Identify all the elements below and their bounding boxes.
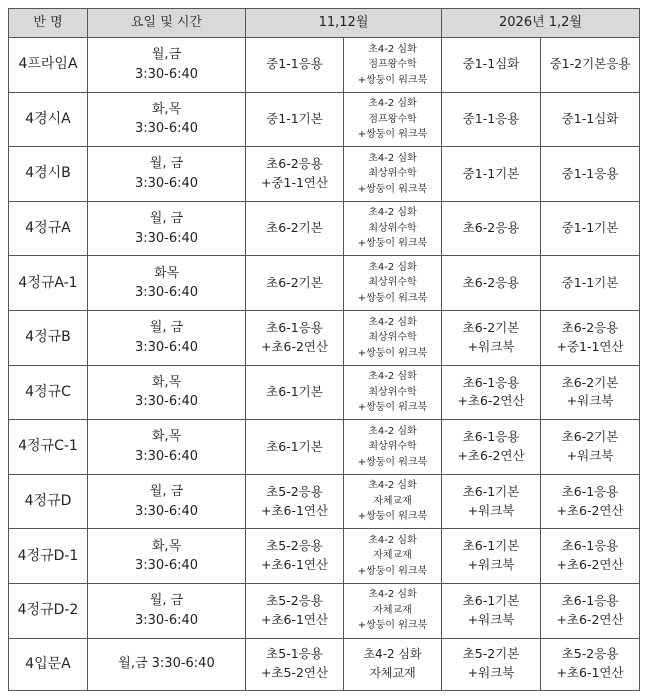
table-row (9, 310, 640, 365)
nov-dec-course-2-line: 자체교재 (373, 495, 412, 507)
nov-dec-course-2-line: 최상위수학 (368, 441, 417, 453)
nov-dec-course-2 (344, 365, 442, 420)
nov-dec-course-2-line: 초4-2 심화 (368, 371, 417, 383)
nov-dec-course-2-line: 초4-2 심화 (368, 425, 417, 437)
jan-feb-course-1 (442, 147, 541, 202)
jan-feb-course-2 (541, 529, 640, 584)
jan-feb-course-2-line: +초6-2연산 (556, 557, 624, 573)
nov-dec-course-2-line: +쌍둥이 워크북 (357, 347, 428, 359)
nov-dec-course-2-line: +쌍둥이 워크북 (357, 620, 428, 632)
jan-feb-course-2-line: +워크북 (566, 393, 614, 409)
jan-feb-course-1 (442, 529, 541, 584)
jan-feb-course-2 (541, 474, 640, 529)
time-cell-line: 3:30-6:40 (134, 285, 199, 301)
nov-dec-course-2-line: 점프왕수학 (368, 113, 417, 125)
class-name-cell: 4정규C-1 (9, 420, 88, 475)
nov-dec-course-2-line: +쌍둥이 워크북 (357, 511, 428, 523)
jan-feb-course-1-line: +초6-2연산 (457, 447, 525, 463)
time-cell-line: 3:30-6:40 (134, 66, 199, 82)
nov-dec-course-1-line: +초6-2연산 (260, 338, 329, 354)
table-row (9, 638, 640, 690)
nov-dec-course-1 (246, 583, 344, 638)
jan-feb-course-2-line: +초6-1연산 (556, 665, 624, 681)
nov-dec-course-2 (344, 529, 442, 584)
jan-feb-course-1 (442, 583, 541, 638)
jan-feb-course-1-line: 중1-1심화 (462, 56, 520, 72)
header-class: 반 명 (9, 9, 88, 38)
time-cell-line: 3:30-6:40 (134, 230, 199, 246)
time-cell-line: 화,목 (151, 374, 182, 390)
schedule-table (8, 8, 640, 691)
time-cell (88, 147, 246, 202)
nov-dec-course-1-line: 초5-2응용 (266, 592, 323, 608)
jan-feb-course-2-line: +워크북 (566, 447, 614, 463)
nov-dec-course-2 (344, 147, 442, 202)
nov-dec-course-2-line: 초4-2 심화 (368, 589, 417, 601)
nov-dec-course-1 (246, 256, 344, 311)
jan-feb-course-2 (541, 365, 640, 420)
class-name-cell: 4경시A (9, 92, 88, 147)
nov-dec-course-1-line: +초6-1연산 (260, 557, 329, 573)
time-cell (88, 38, 246, 93)
nov-dec-course-2-line: 최상위수학 (368, 332, 417, 344)
nov-dec-course-1 (246, 638, 344, 690)
jan-feb-course-1-line: +워크북 (467, 665, 515, 681)
nov-dec-course-1-line: 초5-2응용 (266, 483, 323, 499)
nov-dec-course-2-line: 최상위수학 (368, 386, 417, 398)
class-name-cell: 4정규D-1 (9, 529, 88, 584)
nov-dec-course-2 (344, 310, 442, 365)
time-cell (88, 474, 246, 529)
time-cell-line: 3:30-6:40 (134, 121, 199, 137)
jan-feb-course-1-line: 초6-2응용 (462, 274, 520, 290)
nov-dec-course-2-line: +쌍둥이 워크북 (357, 238, 428, 250)
jan-feb-course-1 (442, 474, 541, 529)
jan-feb-course-2 (541, 201, 640, 256)
class-name-cell: 4정규D-2 (9, 583, 88, 638)
table-row (9, 474, 640, 529)
time-cell (88, 365, 246, 420)
time-cell (88, 310, 246, 365)
nov-dec-course-1-line: 초6-1기본 (266, 383, 323, 399)
time-cell (88, 638, 246, 690)
jan-feb-course-2-line: 중1-1기본 (561, 274, 619, 290)
jan-feb-course-2-line: 중1-1응용 (561, 165, 619, 181)
header-time: 요일 및 시간 (88, 9, 246, 38)
nov-dec-course-1-line: 초5-2응용 (266, 538, 323, 554)
nov-dec-course-2 (344, 583, 442, 638)
jan-feb-course-2 (541, 310, 640, 365)
time-cell-line: 3:30-6:40 (134, 339, 199, 355)
jan-feb-course-1-line: 중1-1응용 (462, 111, 520, 127)
class-name-cell: 4정규C (9, 365, 88, 420)
header-row (9, 9, 640, 38)
time-cell-line: 화목 (153, 265, 180, 281)
nov-dec-course-1 (246, 474, 344, 529)
class-name-cell: 4정규D (9, 474, 88, 529)
nov-dec-course-1 (246, 201, 344, 256)
nov-dec-course-1 (246, 365, 344, 420)
nov-dec-course-2-line: +쌍둥이 워크북 (357, 129, 428, 141)
jan-feb-course-2-line: +초6-2연산 (556, 502, 624, 518)
class-name-cell: 4정규B (9, 310, 88, 365)
nov-dec-course-1-line: 중1-1응용 (266, 56, 323, 72)
jan-feb-course-2 (541, 38, 640, 93)
time-cell-line: 3:30-6:40 (134, 175, 199, 191)
class-name-cell: 4경시B (9, 147, 88, 202)
jan-feb-course-2-line: 초6-2기본 (561, 374, 619, 390)
nov-dec-course-1-line: 초6-1기본 (266, 438, 323, 454)
nov-dec-course-2-line: 최상위수학 (368, 277, 417, 289)
nov-dec-course-1 (246, 38, 344, 93)
jan-feb-course-2-line: 초6-1응용 (561, 538, 619, 554)
jan-feb-course-1-line: +워크북 (467, 557, 515, 573)
time-cell-line: 월, 금 (149, 593, 184, 609)
nov-dec-course-1-line: 초5-1응용 (266, 646, 323, 662)
jan-feb-course-1 (442, 365, 541, 420)
nov-dec-course-2 (344, 201, 442, 256)
jan-feb-course-2-line: 초6-1응용 (561, 483, 619, 499)
time-cell-line: 월,금 (151, 47, 182, 63)
nov-dec-course-2 (344, 256, 442, 311)
jan-feb-course-1 (442, 201, 541, 256)
time-cell (88, 583, 246, 638)
nov-dec-course-2-line: 초4-2 심화 (368, 261, 417, 273)
time-cell (88, 529, 246, 584)
nov-dec-course-1 (246, 420, 344, 475)
jan-feb-course-2-line: 중1-1심화 (561, 111, 619, 127)
nov-dec-course-2-line: 초4-2 심화 (368, 207, 417, 219)
jan-feb-course-1-line: 초6-1기본 (462, 538, 520, 554)
time-cell-line: 월,금 3:30-6:40 (118, 656, 215, 672)
jan-feb-course-2-line: 초5-2응용 (561, 646, 619, 662)
jan-feb-course-2-line: 중1-2기본응용 (549, 56, 631, 72)
table-row (9, 38, 640, 93)
header-group-jan-feb: 2026년 1,2월 (442, 9, 640, 38)
jan-feb-course-2 (541, 92, 640, 147)
nov-dec-course-1 (246, 310, 344, 365)
nov-dec-course-2-line: +쌍둥이 워크북 (357, 183, 428, 195)
jan-feb-course-1 (442, 638, 541, 690)
jan-feb-course-1 (442, 92, 541, 147)
jan-feb-course-1-line: 초5-2기본 (462, 646, 520, 662)
nov-dec-course-1-line: 초6-2기본 (266, 220, 323, 236)
nov-dec-course-2-line: 초4-2 심화 (368, 98, 417, 110)
jan-feb-course-1-line: 초6-1기본 (462, 483, 520, 499)
jan-feb-course-1-line: +워크북 (467, 338, 515, 354)
time-cell-line: 월, 금 (149, 320, 184, 336)
jan-feb-course-2 (541, 256, 640, 311)
class-name-cell: 4정규A (9, 201, 88, 256)
nov-dec-course-1 (246, 147, 344, 202)
jan-feb-course-2-line: 초6-2응용 (561, 320, 619, 336)
nov-dec-course-1 (246, 529, 344, 584)
jan-feb-course-1-line: 초6-2응용 (462, 220, 520, 236)
nov-dec-course-2 (344, 420, 442, 475)
table-row (9, 147, 640, 202)
jan-feb-course-2-line: 초6-2기본 (561, 429, 619, 445)
jan-feb-course-1 (442, 38, 541, 93)
nov-dec-course-2-line: 점프왕수학 (368, 59, 417, 71)
jan-feb-course-1-line: 초6-2기본 (462, 320, 520, 336)
time-cell (88, 201, 246, 256)
nov-dec-course-1-line: 초6-2기본 (266, 274, 323, 290)
nov-dec-course-2-line: 초4-2 심화 (368, 152, 417, 164)
jan-feb-course-1-line: 중1-1기본 (462, 165, 520, 181)
jan-feb-course-1-line: +워크북 (467, 502, 515, 518)
nov-dec-course-1-line: 중1-1기본 (266, 111, 323, 127)
jan-feb-course-1-line: 초6-1기본 (462, 592, 520, 608)
nov-dec-course-1-line: +초6-1연산 (260, 502, 329, 518)
nov-dec-course-2-line: 초4-2 심화 (368, 480, 417, 492)
time-cell (88, 420, 246, 475)
nov-dec-course-2-line: +쌍둥이 워크북 (357, 565, 428, 577)
time-cell-line: 3:30-6:40 (134, 612, 199, 628)
nov-dec-course-2-line: +쌍둥이 워크북 (357, 456, 428, 468)
time-cell-line: 화,목 (151, 429, 182, 445)
jan-feb-course-1 (442, 256, 541, 311)
table-row (9, 420, 640, 475)
table-row (9, 365, 640, 420)
jan-feb-course-2-line: +초6-2연산 (556, 611, 624, 627)
jan-feb-course-2 (541, 638, 640, 690)
nov-dec-course-1 (246, 92, 344, 147)
table-row (9, 583, 640, 638)
nov-dec-course-1-line: +초5-2연산 (260, 665, 329, 681)
jan-feb-course-2-line: 중1-1기본 (561, 220, 619, 236)
time-cell-line: 월, 금 (149, 484, 184, 500)
time-cell (88, 92, 246, 147)
nov-dec-course-2-line: 최상위수학 (368, 222, 417, 234)
time-cell-line: 월, 금 (149, 156, 184, 172)
jan-feb-course-1-line: +초6-2연산 (457, 393, 525, 409)
time-cell-line: 화,목 (151, 538, 182, 554)
time-cell-line: 3:30-6:40 (134, 558, 199, 574)
class-name-cell: 4입문A (9, 638, 88, 690)
nov-dec-course-1-line: 초6-1응용 (266, 320, 323, 336)
jan-feb-course-1-line: +워크북 (467, 611, 515, 627)
time-cell-line: 월, 금 (149, 211, 184, 227)
jan-feb-course-1-line: 초6-1응용 (462, 374, 520, 390)
nov-dec-course-2-line: +쌍둥이 워크북 (357, 292, 428, 304)
jan-feb-course-1-line: 초6-1응용 (462, 429, 520, 445)
nov-dec-course-2 (344, 92, 442, 147)
table-row (9, 256, 640, 311)
nov-dec-course-2-line: +쌍둥이 워크북 (357, 74, 428, 86)
jan-feb-course-2 (541, 147, 640, 202)
nov-dec-course-2-line: 초4-2 심화 (368, 43, 417, 55)
jan-feb-course-1 (442, 420, 541, 475)
time-cell-line: 3:30-6:40 (134, 503, 199, 519)
nov-dec-course-2-line: +쌍둥이 워크북 (357, 402, 428, 414)
header-group-nov-dec: 11,12월 (246, 9, 442, 38)
time-cell-line: 화,목 (151, 101, 182, 117)
nov-dec-course-2-line: 초4-2 심화 (368, 316, 417, 328)
table-row (9, 529, 640, 584)
nov-dec-course-2 (344, 38, 442, 93)
nov-dec-course-2-line: 자체교재 (373, 604, 412, 616)
time-cell (88, 256, 246, 311)
nov-dec-course-2 (344, 638, 442, 690)
class-name-cell: 4정규A-1 (9, 256, 88, 311)
jan-feb-course-2 (541, 583, 640, 638)
nov-dec-course-2-line: 최상위수학 (368, 168, 417, 180)
table-row (9, 92, 640, 147)
nov-dec-course-2-line: 자체교재 (373, 550, 412, 562)
class-name-cell: 4프라임A (9, 38, 88, 93)
jan-feb-course-2 (541, 420, 640, 475)
time-cell-line: 3:30-6:40 (134, 448, 199, 464)
nov-dec-course-2 (344, 474, 442, 529)
nov-dec-course-2-line: 자체교재 (369, 666, 416, 681)
jan-feb-course-2-line: 초6-1응용 (561, 592, 619, 608)
nov-dec-course-2-line: 초4-2 심화 (368, 534, 417, 546)
jan-feb-course-1 (442, 310, 541, 365)
nov-dec-course-1-line: +초6-1연산 (260, 611, 329, 627)
nov-dec-course-1-line: +중1-1연산 (260, 174, 329, 190)
nov-dec-course-1-line: 초6-2응용 (266, 156, 323, 172)
jan-feb-course-2-line: +중1-1연산 (556, 338, 624, 354)
nov-dec-course-2-line: 초4-2 심화 (363, 647, 422, 662)
table-row (9, 201, 640, 256)
time-cell-line: 3:30-6:40 (134, 394, 199, 410)
